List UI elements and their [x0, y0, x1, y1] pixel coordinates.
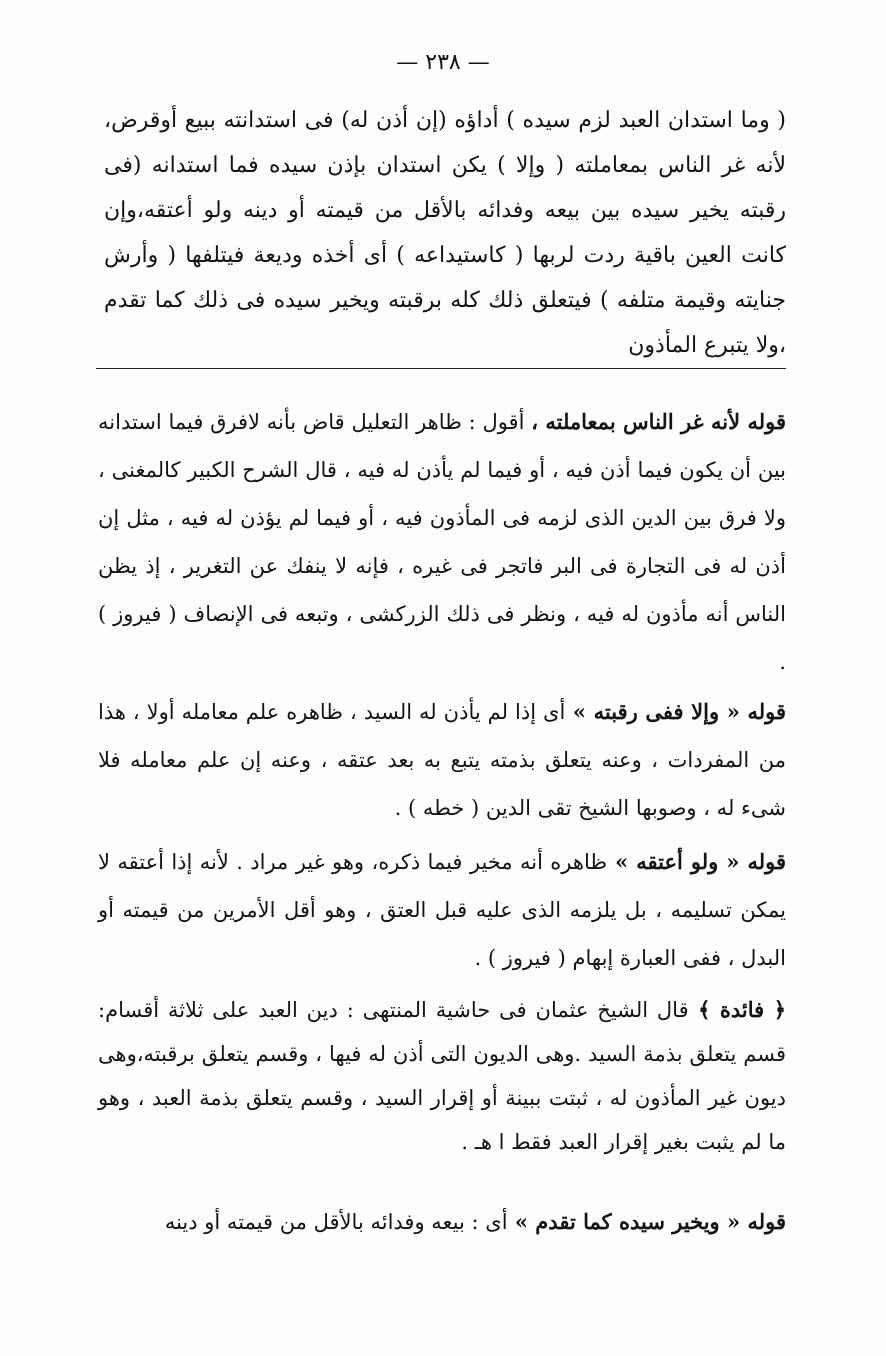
commentary-lead-1: قوله لأنه غر الناس بمعاملته ،: [531, 409, 786, 434]
commentary-text-4: قال الشيخ عثمان فى حاشية المنتهى : دين العبد على ثلاثة أقسام: قسم يتعلق بذمة السيد .وهى الديون التى أذن له فيها ، وقسم يتعلق برقبته،وهى ديون غير المأذون له ، ثبتت ببينة أو إقرار السيد ، وقسم يتعلق بذمة العبد ، وهو ما لم يثبت بغير إقرار العبد فقط ا هـ .: [98, 998, 786, 1154]
commentary-text-3: ظاهره أنه مخير فيما ذكره، وهو غير مراد . لأنه إذا أعتقه لا يمكن تسليمه ، بل يلزمه الذى عليه قبل العتق ، وهو أقل الأمرين من قيمته أو البدل ، ففى العبارة إبهام ( فيروز ) .: [98, 850, 786, 970]
commentary-text-5: أى : بيعه وفدائه بالأقل من قيمته أو دينه: [164, 1210, 508, 1234]
commentary-text-1: أقول : ظاهر التعليل قاض بأنه لافرق فيما استدانه بين أن يكون فيما أذن فيه ، أو فيما لم يأذن له فيه ، قال الشرح الكبير كالمغنى ، ولا فرق بين الدين الذى لزمه فى المأذون فيه ، أو فيما لم يؤذن له فيه ، مثل إن أذن له فى التجارة فى البر فاتجر فى غيره ، فإنه لا ينفك عن التغرير ، إذ يظن الناس أنه مأذون له فيه ، ونظر فى ذلك الزركشى ، وتبعه فى الإنصاف ( فيروز ) .: [98, 410, 786, 674]
commentary-lead-5: قوله « ويخير سيده كما تقدم »: [507, 1209, 786, 1234]
commentary-paragraph-4: [98, 988, 786, 1164]
commentary-paragraph-5: [98, 1198, 786, 1246]
main-text-block: ( وما استدان العبد لزم سيده ) أداؤه (إن أذن له) فى استدانته ببيع أوقرض، لأنه غر الناس بمعاملته ( وإلا ) يكن استدان بإذن سيده فما استدانه (فى رقبته يخير سيده بين بيعه وفدائه بالأقل من قيمته أو دينه ولو أعتقه،وإن كانت العين باقية ردت لربها ( كاستيداعه ) أى أخذه وديعة فيتلفها ( وأرش جنايته وقيمة متلفه ) فيتعلق ذلك كله برقبته ويخير سيده فى ذلك كما تقدم ،ولا يتبرع المأذون: [104, 108, 786, 358]
commentary-paragraph-3: [98, 838, 786, 982]
commentary-paragraph-2: [98, 688, 786, 832]
page-number: — ٢٣٨ —: [396, 50, 490, 75]
commentary-lead-2: قوله « وإلا ففى رقبته »: [565, 699, 786, 724]
commentary-lead-4: ﴿ فائدة ﴾: [688, 997, 787, 1022]
commentary-paragraph-1: [98, 398, 786, 686]
section-divider: [96, 368, 786, 369]
commentary-lead-3: قوله « ولو أعتقه »: [607, 849, 786, 874]
commentary-text-2: أى إذا لم يأذن له السيد ، ظاهره علم معامله أولا ، هذا من المفردات ، وعنه يتعلق بذمته يتبع به بعد عتقه ، وعنه إن علم معامله فلا شىء له ، وصوبها الشيخ تقى الدين ( خطه ) .: [98, 700, 786, 820]
